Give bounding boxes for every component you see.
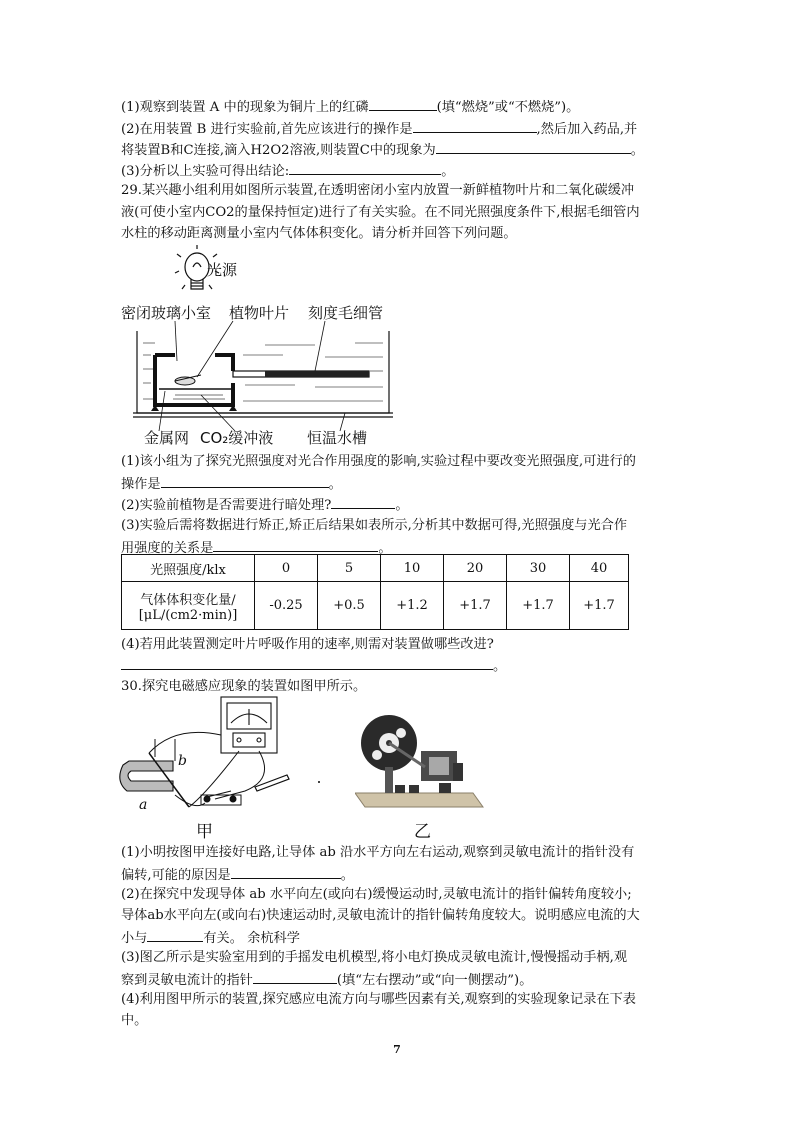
q30-part2-text: 小与 [121, 931, 148, 946]
figure-jia-label: 甲 [196, 822, 213, 842]
leaf-label: 植物叶片 [229, 304, 290, 322]
photosynthesis-apparatus-figure [115, 243, 405, 448]
light-source-label: 光源 [207, 261, 238, 279]
q29-part3: (3)实验后需将数据进行矫正,矫正后结果如表所示,分析其中数据可得,光照强度与光合作 [121, 518, 628, 533]
q30-part2-end: 有关。 余杭科学 [203, 931, 300, 946]
table-cell: +1.7 [444, 582, 507, 630]
table-cell: +1.7 [570, 582, 629, 630]
probe-icon [255, 775, 289, 791]
table-header-cell: 光照强度/klx [122, 555, 255, 582]
q30-part3: (3)图乙所示是实验室用到的手摇发电机模型,将小电灯换成灵敏电流计,慢慢摇动手柄,观 [121, 950, 628, 965]
q29-part2-end: 。 [395, 498, 409, 513]
q29-part2 [121, 494, 409, 516]
q28-part2-text-c: 将装置B和C连接,滴入H2O2溶液,则装置C中的现象为 [121, 143, 436, 158]
q28-part2 [121, 118, 637, 140]
answer-blank[interactable] [436, 139, 631, 154]
q30-part2: (2)在探究中发现导体 ab 水平向左(或向右)缓慢运动时,灵敏电流计的指针偏转角度较小; [121, 887, 632, 902]
graduated-capillary [233, 371, 369, 377]
table-row [122, 582, 629, 630]
q28-part3 [121, 160, 454, 182]
q28-part2-cont [121, 139, 644, 161]
answer-blank[interactable] [253, 969, 337, 984]
horseshoe-magnet-icon [120, 761, 173, 791]
capillary-label: 刻度毛细管 [308, 304, 384, 322]
answer-blank[interactable] [289, 160, 441, 175]
tank-label: 恒温水槽 [307, 429, 368, 447]
table-cell: +1.2 [381, 582, 444, 630]
q29-part1-text: 操作是 [121, 477, 161, 492]
q29-part1-end: 。 [328, 477, 342, 492]
q30-part4: (4)利用图甲所示的装置,探究感应电流方向与哪些因素有关,观察到的实验现象记录在下表 [121, 992, 636, 1007]
hand-generator-figure [355, 707, 485, 817]
q29-part3-end: 。 [378, 541, 392, 556]
table-header-cell: 40 [570, 555, 629, 582]
table-cell: -0.25 [255, 582, 318, 630]
galvanometer-icon [221, 697, 277, 753]
q28-part3-text: (3)分析以上实验可得出结论: [121, 164, 290, 179]
table-header-cell: 5 [318, 555, 381, 582]
q28-part1-hint: (填“燃烧”或“不燃烧”)。 [436, 100, 580, 115]
answer-blank[interactable] [121, 655, 493, 670]
light-intensity-table [121, 554, 629, 630]
dot [318, 781, 320, 783]
table-header-row [122, 555, 629, 582]
q29-part1: (1)该小组为了探究光照强度对光合作用强度的影响,实验过程中要改变光照强度,可进行的 [121, 454, 636, 469]
q30-part1: (1)小明按图甲连接好电路,让导体 ab 沿水平方向左右运动,观察到灵敏电流计的指针没有 [121, 845, 635, 860]
q28-part1 [121, 96, 579, 118]
label-b: b [178, 753, 187, 769]
page-number: 7 [393, 1043, 401, 1056]
answer-blank[interactable] [213, 537, 378, 552]
table-header-cell: 10 [381, 555, 444, 582]
answer-blank[interactable] [231, 864, 341, 879]
q29-intro-line1: 29.某兴趣小组利用如图所示装置,在透明密闭小室内放置一新鲜植物叶片和二氧化碳缓冲 [121, 183, 635, 198]
answer-blank[interactable] [161, 473, 329, 488]
table-cell: +0.5 [318, 582, 381, 630]
figure-yi-label: 乙 [414, 822, 431, 842]
label-a: a [139, 797, 148, 813]
answer-blank[interactable] [369, 96, 437, 111]
q30-part2-cont: 导体ab水平向左(或向右)快速运动时,灵敏电流计的指针偏转角度较大。说明感应电流的大 [121, 908, 640, 923]
answer-blank[interactable] [147, 927, 203, 942]
switch-icon [201, 791, 241, 805]
table-header-cell: 20 [444, 555, 507, 582]
table-row-label [122, 582, 255, 630]
q30-part3-cont [121, 969, 532, 991]
row-label-line1: 气体体积变化量/ [140, 592, 236, 608]
generator-photo [355, 715, 483, 807]
q30-part1-end: 。 [340, 868, 354, 883]
mesh-label: 金属网 [144, 429, 190, 447]
answer-blank[interactable] [331, 494, 395, 509]
q30-part2-end-line [121, 927, 300, 949]
q29-part3-text: 用强度的关系是 [121, 541, 214, 556]
q28-part1-text: (1)观察到装置 A 中的现象为铜片上的红磷 [121, 100, 369, 115]
q30-part1-cont [121, 864, 354, 886]
q28-part2-end: 。 [630, 143, 644, 158]
q29-intro-line2: 液(可使小室内CO2的量保持恒定)进行了有关实验。在不同光照强度条件下,根据毛细管内 [121, 205, 640, 220]
answer-blank[interactable] [413, 118, 537, 133]
q30-part3-hint: (填“左右摆动”或“向一侧摆动”)。 [336, 973, 533, 988]
buffer-label: CO₂缓冲液 [200, 429, 274, 447]
q29-intro-line3: 水柱的移动距离测量小室内气体体积变化。请分析并回答下列问题。 [121, 226, 517, 241]
q28-part2-text: (2)在用装置 B 进行实验前,首先应该进行的操作是 [121, 122, 413, 137]
table-header-cell: 0 [255, 555, 318, 582]
q30-part4-cont: 中。 [121, 1013, 148, 1028]
chamber-label: 密闭玻璃小室 [121, 304, 212, 322]
q30-part3-text: 察到灵敏电流计的指针 [121, 973, 253, 988]
q30-intro: 30.探究电磁感应现象的装置如图甲所示。 [121, 679, 367, 694]
q29-part4-end: 。 [493, 659, 507, 674]
q29-part1-cont [121, 473, 342, 495]
row-label-line2: [μL/(cm2·min)] [138, 607, 238, 623]
q30-part1-text: 偏转,可能的原因是 [121, 868, 231, 883]
q29-part4: (4)若用此装置测定叶片呼吸作用的速率,则需对装置做哪些改进? [121, 637, 494, 652]
q29-part2-text: (2)实验前植物是否需要进行暗处理? [121, 498, 332, 513]
table-header-cell: 30 [507, 555, 570, 582]
q28-part3-end: 。 [441, 164, 455, 179]
table-cell: +1.7 [507, 582, 570, 630]
q29-part4-answer [121, 655, 506, 677]
q28-part2-text-b: ,然后加入药品,并 [536, 122, 638, 137]
